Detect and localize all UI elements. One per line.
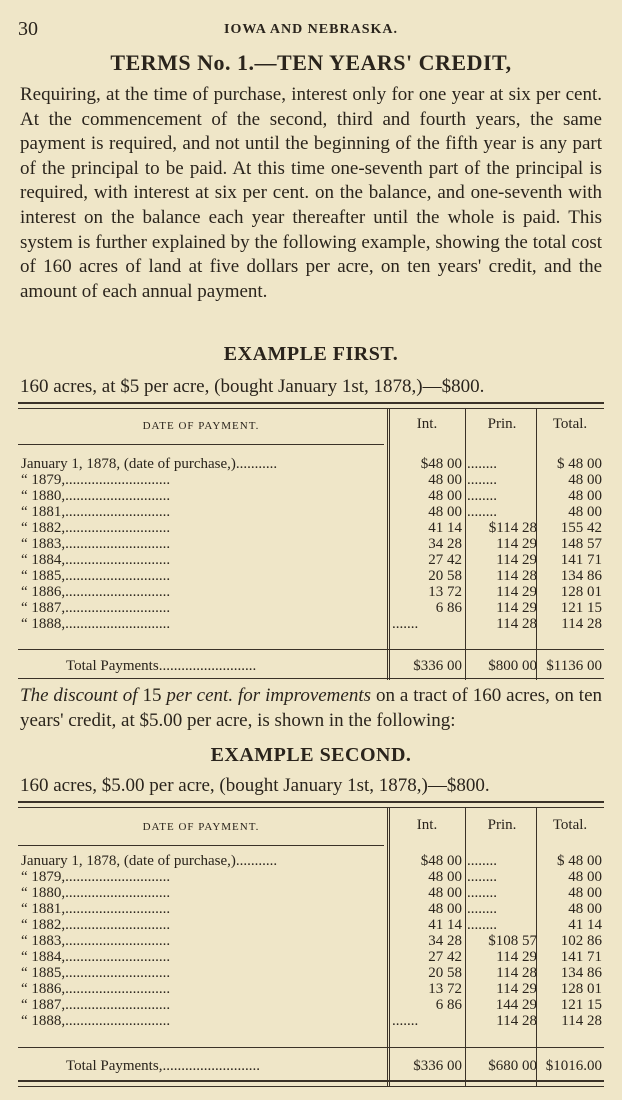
row-int: 48 00 [428,885,462,901]
row-total: 121 15 [560,600,602,616]
column-header-total: Total. [552,817,588,833]
table-row [18,504,604,520]
column-header-date: DATE OF PAYMENT. [142,420,260,432]
row-int: $48 00 [420,853,462,869]
row-prin: 114 28 [496,568,537,584]
row-date: “ 1883,............................ [21,536,171,552]
row-int: 13 72 [428,981,462,997]
example-second-subline: 160 acres, $5.00 per acre, (bought January 1st, 1878,)—$800. [20,775,490,796]
row-total: 114 28 [561,1013,602,1029]
page-number: 30 [18,18,38,40]
row-date: “ 1880,............................ [21,488,171,504]
row-total: 155 42 [560,520,602,536]
row-int: 27 42 [428,949,462,965]
row-prin: 114 29 [496,949,537,965]
total-total: $1016.00 [545,1058,602,1074]
table-row [18,853,604,869]
row-int: 27 42 [428,552,462,568]
row-prin: ........ [467,488,497,504]
terms-heading: TERMS No. 1.—TEN YEARS' CREDIT, [110,50,512,75]
table-row [18,520,604,536]
row-int: 48 00 [428,472,462,488]
table-row [18,949,604,965]
row-prin: ........ [467,853,497,869]
table-row [18,965,604,981]
row-prin: ........ [467,901,497,917]
table-row [18,456,604,472]
row-total: 48 00 [568,869,602,885]
row-int: 20 58 [428,965,462,981]
row-total: 128 01 [560,981,602,997]
running-title: IOWA AND NEBRASKA. [224,22,398,37]
row-total: 148 57 [560,536,602,552]
column-header-int: Int. [416,817,438,833]
example-first-subline: 160 acres, at $5 per acre, (bought January 1st, 1878,)—$800. [20,376,485,397]
table-top-rule [18,402,604,409]
row-int: ....... [392,616,419,632]
row-date: “ 1881,............................ [21,504,171,520]
row-total: 48 00 [568,488,602,504]
row-date: “ 1879,............................ [21,472,171,488]
example-second-table [18,801,604,1087]
discount-paragraph [20,684,602,733]
row-total: 48 00 [568,885,602,901]
row-total: $ 48 00 [557,456,602,472]
row-total: $ 48 00 [557,853,602,869]
total-rule [18,649,604,650]
row-prin: 114 28 [496,1013,537,1029]
row-date: “ 1881,............................ [21,901,171,917]
table-row [18,901,604,917]
row-int: 6 86 [435,600,462,616]
row-prin: ........ [467,456,497,472]
row-prin: 114 28 [496,965,537,981]
row-total: 48 00 [568,504,602,520]
row-total: 48 00 [568,901,602,917]
row-int: 48 00 [428,504,462,520]
total-total: $1136 00 [546,658,602,674]
row-prin: ........ [467,504,497,520]
row-date: “ 1886,............................ [21,981,171,997]
row-date: “ 1880,............................ [21,885,171,901]
row-total: 114 28 [561,616,602,632]
row-int: 41 14 [428,917,462,933]
header-rule [18,444,384,445]
table-row [18,933,604,949]
row-total: 128 01 [560,584,602,600]
row-int: 48 00 [428,901,462,917]
row-int: 41 14 [428,520,462,536]
row-prin: 144 29 [495,997,537,1013]
column-header-prin: Prin. [487,817,517,833]
row-date: “ 1886,............................ [21,584,171,600]
example-second-heading: EXAMPLE SECOND. [210,744,412,766]
row-prin: 114 28 [496,616,537,632]
example-first-table [18,402,604,680]
table-bottom-rule [18,678,604,679]
table-row [18,997,604,1013]
row-int: 13 72 [428,584,462,600]
total-label: Total Payments,.......................... [66,1058,260,1074]
example-first-heading: EXAMPLE FIRST. [223,343,399,365]
table-row [18,472,604,488]
row-prin: ........ [467,472,497,488]
row-prin: ........ [467,885,497,901]
total-prin: $680 00 [488,1058,537,1074]
discount-italic-a: The discount of [20,685,138,706]
row-prin: $114 28 [488,520,537,536]
table-row [18,917,604,933]
row-int: $48 00 [420,456,462,472]
total-row [18,1058,604,1074]
table-row [18,600,604,616]
discount-italic-b: per cent. for improvements [166,685,372,706]
row-int: ....... [392,1013,419,1029]
row-prin: 114 29 [496,552,537,568]
column-header-total: Total. [552,416,588,432]
table-row [18,885,604,901]
column-header-int: Int. [416,416,438,432]
discount-plain-a: 15 [137,685,167,706]
total-row [18,658,604,674]
row-int: 48 00 [428,869,462,885]
row-date: “ 1885,............................ [21,965,171,981]
total-label: Total Payments.......................... [66,658,257,674]
total-int: $336 00 [413,1058,462,1074]
row-prin: 114 29 [496,600,537,616]
row-prin: 114 29 [496,584,537,600]
discount-plain-b: on a tract of 160 acres, on ten years' credit, at $5.00 per acre, is shown in the following: [20,685,603,731]
row-prin: ........ [467,917,497,933]
row-date: “ 1879,............................ [21,869,171,885]
table-row [18,536,604,552]
row-prin: 114 29 [496,981,537,997]
total-prin: $800 00 [488,658,537,674]
row-prin: 114 29 [496,536,537,552]
table-row [18,568,604,584]
table-row [18,981,604,997]
total-rule [18,1047,604,1048]
row-int: 6 86 [435,997,462,1013]
row-total: 134 86 [560,568,602,584]
row-date: “ 1884,............................ [21,552,171,568]
row-date: “ 1887,............................ [21,600,171,616]
table-row [18,584,604,600]
page-header [18,18,604,42]
table-bottom-rule [18,1080,604,1087]
row-total: 121 15 [560,997,602,1013]
table-row [18,1013,604,1029]
row-date: January 1, 1878, (date of purchase,)........... [21,853,278,869]
table-row [18,616,604,632]
row-date: January 1, 1878, (date of purchase,)........... [21,456,278,472]
row-date: “ 1888,............................ [21,616,171,632]
row-date: “ 1882,............................ [21,520,171,536]
row-int: 20 58 [428,568,462,584]
row-date: “ 1882,............................ [21,917,171,933]
column-header-date: DATE OF PAYMENT. [142,821,260,833]
table-row [18,552,604,568]
row-total: 48 00 [568,472,602,488]
row-total: 141 71 [560,552,602,568]
table-row [18,869,604,885]
row-int: 34 28 [428,536,462,552]
row-int: 34 28 [428,933,462,949]
row-prin: ........ [467,869,497,885]
row-total: 102 86 [560,933,602,949]
header-rule [18,845,384,846]
row-total: 141 71 [560,949,602,965]
row-int: 48 00 [428,488,462,504]
row-total: 41 14 [568,917,602,933]
table-row [18,488,604,504]
row-date: “ 1884,............................ [21,949,171,965]
row-date: “ 1888,............................ [21,1013,171,1029]
total-int: $336 00 [413,658,462,674]
row-date: “ 1887,............................ [21,997,171,1013]
table-top-rule [18,801,604,808]
row-prin: $108 57 [488,933,537,949]
row-total: 134 86 [560,965,602,981]
intro-paragraph: Requiring, at the time of purchase, interest only for one year at six per cent. At the commencement of the second, third and fourth years, the same payment is required, and not until the beginning of the fifth year is any part of the principal to be paid. At this time one-seventh part of the principal is required, with interest at six per cent. on the balance, and one-seventh with interest on the balance each year thereafter until the whole is paid. This system is further explained by the following example, showing the total cost of 160 acres of land at five dollars per acre, on ten years' credit, and the amount of each annual payment. [20,84,602,302]
column-header-prin: Prin. [487,416,517,432]
row-date: “ 1885,............................ [21,568,171,584]
row-date: “ 1883,............................ [21,933,171,949]
